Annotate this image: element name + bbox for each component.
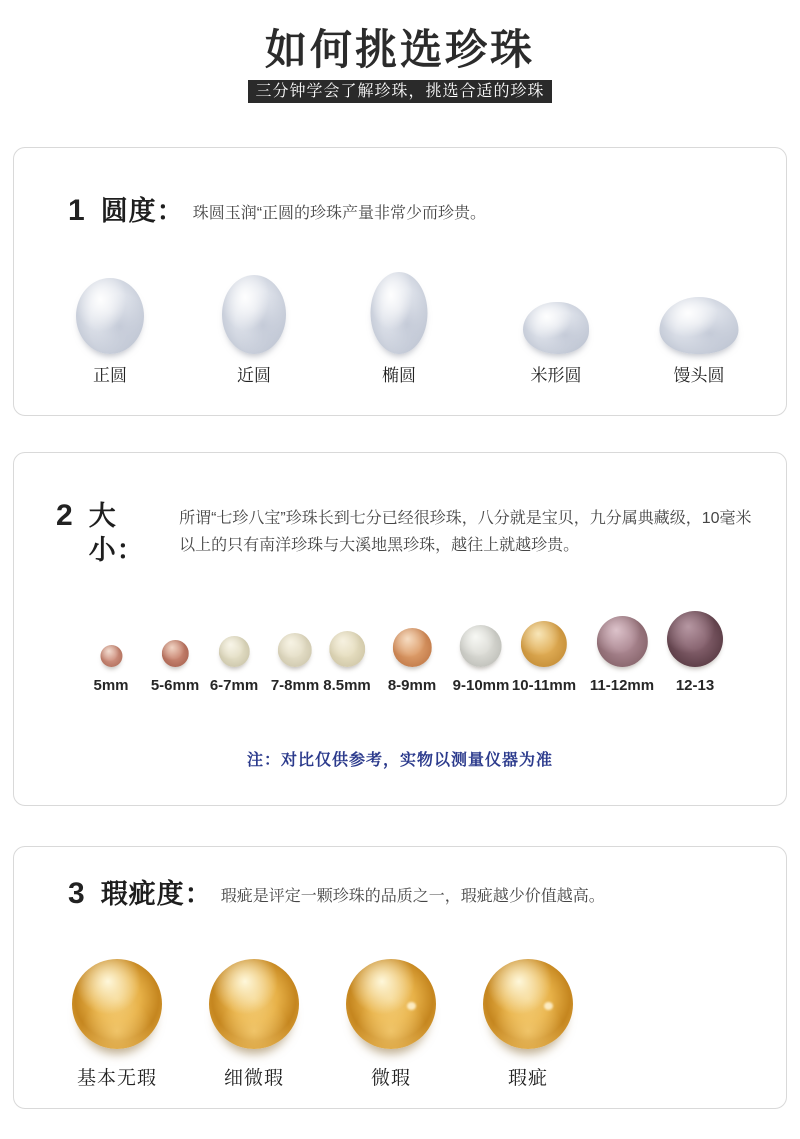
- pearl-item: [93, 609, 128, 694]
- section-roundness-heading: [14, 148, 786, 228]
- pearl-label: 6-7mm: [209, 677, 259, 694]
- pearl-label: 米形圆: [530, 366, 582, 385]
- pearl-label: 微瑕: [370, 1068, 411, 1089]
- pearl-label: 椭圆: [382, 366, 416, 385]
- pearl-image: [222, 275, 286, 354]
- pearl-item: [323, 609, 371, 694]
- section-size-heading: [14, 453, 786, 567]
- pearl-item: [210, 609, 258, 694]
- pearl-image: [100, 645, 122, 667]
- blemish-spot: [407, 1002, 416, 1010]
- subtitle-banner: 三分钟学会了解珍珠，挑选合适的珍珠: [248, 80, 552, 103]
- section-description: 珠圆玉润“正圆的珍珠产量非常少而珍贵。: [192, 205, 487, 222]
- section-number: 2: [56, 499, 73, 532]
- pearl-label: 7-8mm: [270, 677, 320, 694]
- pearl-image: [483, 959, 573, 1049]
- section-size: [13, 452, 787, 806]
- section-roundness: [13, 147, 787, 416]
- section-flaw-heading: [14, 847, 786, 911]
- pearl-image: [76, 278, 144, 354]
- section-title: 瑕疵度：: [100, 879, 213, 909]
- section-title: 大小：: [88, 501, 145, 565]
- section-description: 瑕疵是评定一颗珍珠的品质之一，瑕疵越少价值越高。: [220, 888, 605, 905]
- pearl-label: 近圆: [237, 366, 271, 385]
- pearl-label: 11-12mm: [589, 677, 655, 694]
- pearl-label: 10-11mm: [511, 677, 577, 694]
- pearl-image: [392, 628, 431, 667]
- section-number: 1: [68, 194, 85, 227]
- pearl-image: [667, 611, 723, 667]
- pearl-item: [271, 609, 319, 694]
- pearl-item: [151, 609, 199, 694]
- pearl-item: [209, 953, 299, 1090]
- pearl-label: 5mm: [93, 677, 129, 694]
- pearl-label: 5-6mm: [150, 677, 200, 694]
- pearl-item: [371, 268, 428, 386]
- section-number: 3: [68, 877, 85, 910]
- pearl-item: [76, 268, 144, 386]
- blemish-spot: [544, 1002, 553, 1010]
- pearl-image: [460, 625, 502, 667]
- page-title: 如何挑选珍珠: [264, 26, 535, 73]
- size-note: 注：对比仅供参考，实物以测量仪器为准: [246, 752, 553, 769]
- pearl-image: [523, 302, 589, 354]
- pearl-item: [512, 609, 576, 694]
- pearl-image: [660, 297, 739, 354]
- pearl-label: 瑕疵: [507, 1068, 548, 1089]
- pearl-item: [590, 609, 654, 694]
- pearl-image: [346, 959, 436, 1049]
- pearl-image: [329, 631, 365, 667]
- size-pearl-row: [14, 609, 786, 699]
- pearl-image: [72, 959, 162, 1049]
- pearl-item: [72, 953, 162, 1090]
- pearl-item: [388, 609, 436, 694]
- pearl-item: [346, 953, 436, 1090]
- pearl-label: 基本无瑕: [76, 1068, 157, 1089]
- pearl-item: [667, 609, 723, 694]
- pearl-image: [597, 616, 648, 667]
- flaw-pearl-row: [14, 953, 786, 1089]
- pearl-label: 馒头圆: [673, 366, 725, 385]
- pearl-image: [521, 621, 567, 667]
- pearl-item: [483, 953, 573, 1090]
- pearl-label: 细微瑕: [223, 1068, 284, 1089]
- pearl-item: [523, 268, 589, 386]
- section-title: 圆度：: [100, 196, 185, 226]
- pearl-item: [222, 268, 286, 386]
- section-flaw: [13, 846, 787, 1109]
- pearl-label: 正圆: [93, 366, 127, 385]
- section-description: 所谓“七珍八宝”珍珠长到七分已经很珍珠，八分就是宝贝，九分属典藏级，10毫米以上的只有南洋珍珠与大溪地黑珍珠，越往上就越珍贵。: [179, 510, 752, 554]
- pearl-label: 12-13: [675, 677, 715, 694]
- pearl-item: [660, 268, 739, 386]
- pearl-image: [209, 959, 299, 1049]
- pearl-label: 8-9mm: [387, 677, 437, 694]
- pearl-item: [453, 609, 510, 694]
- pearl-image: [218, 636, 249, 667]
- pearl-label: 8.5mm: [323, 677, 371, 694]
- pearl-image: [371, 272, 428, 354]
- pearl-label: 9-10mm: [452, 677, 510, 694]
- roundness-pearl-row: [14, 268, 786, 385]
- pearl-image: [161, 640, 188, 667]
- pearl-image: [278, 633, 312, 667]
